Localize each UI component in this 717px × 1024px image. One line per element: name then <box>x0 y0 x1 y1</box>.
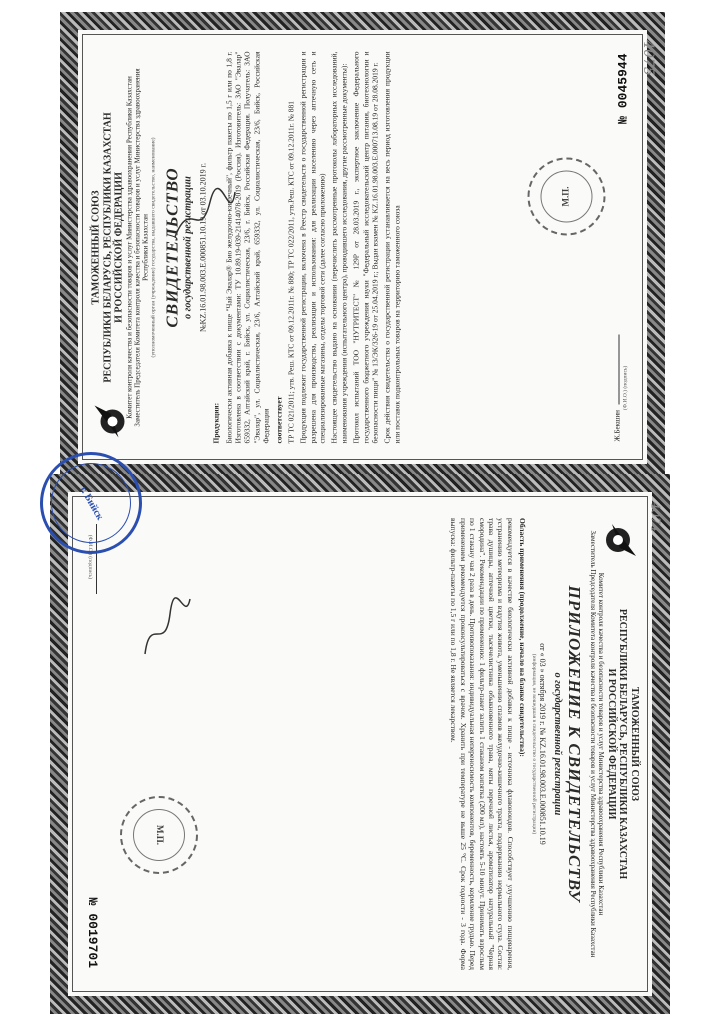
signer-caption: (Ф.И.О.) (подпись) <box>86 534 93 580</box>
header-line-3: И РОССИЙСКОЙ ФЕДЕРАЦИИ <box>606 668 617 820</box>
signature-scribble-icon <box>170 187 240 247</box>
issuing-authority: Комитет контроля качества и безопасности товаров и услуг Министерства здравоохранения Республики Казахстан <box>124 75 133 419</box>
document-title: ПРИЛОЖЕНИЕ К СВИДЕТЕЛЬСТВУ <box>564 585 584 903</box>
header-line-2: РЕСПУБЛИКИ БЕЛАРУСЬ, РЕСПУБЛИКИ КАЗАХСТАН <box>617 608 629 880</box>
registration-number: №KZ.16.01.98.003.Е.000851.10.19 от 03.10.2019 г. <box>198 162 208 332</box>
usage-text: Продукция подлежит государственной регистрации, включена в Реестр свидетельств о государственной регистрации и разрешена для производства, реализации и использования: для реализации населению через аптечную сеть и специализированные магазины, отделы торговой сети (далее согласно приложению) <box>298 51 327 443</box>
stamp-label: М.П. <box>540 170 592 222</box>
handwritten-number-top: 4075 <box>639 40 656 76</box>
signature-block <box>613 334 629 441</box>
signature-line <box>618 334 619 404</box>
serial-number: № 0019701 <box>85 897 101 968</box>
certificate-appendix-content <box>70 504 650 984</box>
signer-name: Ж.Бекшин <box>613 409 622 441</box>
header-line-3: И РОССИЙСКОЙ ФЕДЕРАЦИИ <box>113 171 124 323</box>
issuing-authority: Комитет контроля качества и безопасности товаров и услуг Министерства здравоохранения Республики Казахстан <box>597 572 606 916</box>
compliance-text: ТР ТС 021/2011; утв. Реш. КТС от 09.12.2011г. № 880; ТР ТС 022/2011, утв.Реш. КТС от 09.12.2011г. № 881 <box>285 100 295 443</box>
product-label: Продукция: <box>211 402 221 443</box>
date-caption: (информация, не вошедшая в свидетельство о государственной регистрации) <box>530 653 537 835</box>
serial-number: № 0045944 <box>614 53 630 124</box>
signature-scribble-icon <box>135 594 195 664</box>
stamp-label: М.П. <box>133 809 185 861</box>
official-stamp <box>120 796 198 874</box>
seal-text: г. Бийск <box>77 484 105 522</box>
scope-text: рекомендуется в качестве биологически активной добавки к пище - источника флавоноидов. Способствует улучшению пищеварения, устранению метеоризма и вздутия живота, уменьшению спазмов желудочно-кишечного тракта, поддержанию нормального стула. Состав: трава душицы, аптечной цветки, тысячелистника обыкновенного трава, мяты перечной листья, ароматизатор натуральный "Черная смородина". Рекомендации по применению: 1 фильтр-пакет залить 1 стаканом кипятка (200 мл), настоять 5-10 минут. Принимать взрослым по 1 стакану чая 2 раза в день. Противопоказания: индивидуальная непереносимость компонентов, беременность, кормление грудью. Перед применением рекомендуется проконсультироваться с врачом. Хранить при температуре не выше 25 °С. Срок годности - 3 года. Форма выпуска: фильтр-пакеты по 1,5 г или по 1,8 г. Не является лекарством. <box>449 518 515 970</box>
product-description: Биологически активная добавка к пище "Чай Эвалар® Био желудочно-кишечный", фильтр пакеты по 1,5 г или по 1,8 г. Изготовлена в соответствии с документами: ТУ 10.89.19-039-21414078-2019 (Россия). Изготовитель: ЗАО "Эвалар" 659332, Алтайский край, г. Бийск, ул. Социалистическая, 23/6, г. Бийск, Российская Федерация. Получатель: ЗАО "Эвалар", ул. Социалистическая, 23/6, Алтайский край, 659332, ул. Социалистическая, 23/6, Бийск, Российская Федерация <box>223 51 271 443</box>
document-title: СВИДЕТЕЛЬСТВО <box>161 166 181 328</box>
scope-label: Область применения (продолжение, начало на бланке свидетельства): <box>518 518 528 757</box>
customs-union-logo-icon <box>602 518 642 562</box>
handwritten-number-bottom: 4074 <box>648 501 663 533</box>
certificate-main-content <box>80 37 645 457</box>
protocol-text: Протокол испытаний ТОО "НУТРИТЕСТ" № 129Р от 28.03.2019 г., экспертное заключение Федерального государственного бюджетного учреждения науки "Федеральный исследовательский центр питания, биотехнологии и безопасности пищи" № 13/ЭК/326-19 от 25.04.2019 г.; Выдан взамен № KZ.16.01.98.003.Е.000713.08.19 от 28.08.2019 г. <box>351 51 379 443</box>
document-subtitle: о государственной регистрации <box>181 175 193 319</box>
certificate-appendix <box>50 474 670 1014</box>
date-and-number: от « 03 » октября 2019 г. № KZ.16.01.98.003.Е.000851.10.19 <box>537 643 547 845</box>
header-line-1: ТАМОЖЕННЫЙ СОЮЗ <box>90 189 101 305</box>
customs-union-logo-icon <box>88 399 128 443</box>
document-subtitle: о государственной регистрации <box>552 672 564 816</box>
blue-company-seal <box>40 452 142 554</box>
header-line-1: ТАМОЖЕННЫЙ СОЮЗ <box>629 686 640 802</box>
validity-text: Срок действия свидетельства о государственной регистрации устанавливается на весь период изготовления продукции или поставок подконтрольных товаров на территорию таможенного союза <box>382 51 401 443</box>
deputy-chairman: Заместитель Председателя Комитета контроля качества и безопасности товаров и услуг Министерства здравоохранения Республики Казахстан <box>132 67 150 427</box>
deputy-chairman: Заместитель Председателя Комитета контроля качества и безопасности товаров и услуг Министерства здравоохранения Республики Казахстан <box>589 530 598 958</box>
signer-caption: (Ф.И.О.) (подпись) <box>622 365 629 410</box>
compliance-label: соответствует <box>273 396 283 443</box>
authority-caption: (уполномоченный орган (учреждение) государства, выдавшего свидетельство, наименование) <box>149 136 156 358</box>
header-line-2: РЕСПУБЛИКИ БЕЛАРУСЬ, РЕСПУБЛИКИ КАЗАХСТАН <box>101 111 113 383</box>
basis-text: Настоящее свидетельство выдано на основании (перечислить рассмотренные протоколы лабораторных исследований, наименования учреждения (испытательного центра), проводившего исследования, другие рассмотренные документы): <box>329 51 348 443</box>
certificate-main <box>60 12 665 482</box>
official-stamp <box>527 157 605 235</box>
